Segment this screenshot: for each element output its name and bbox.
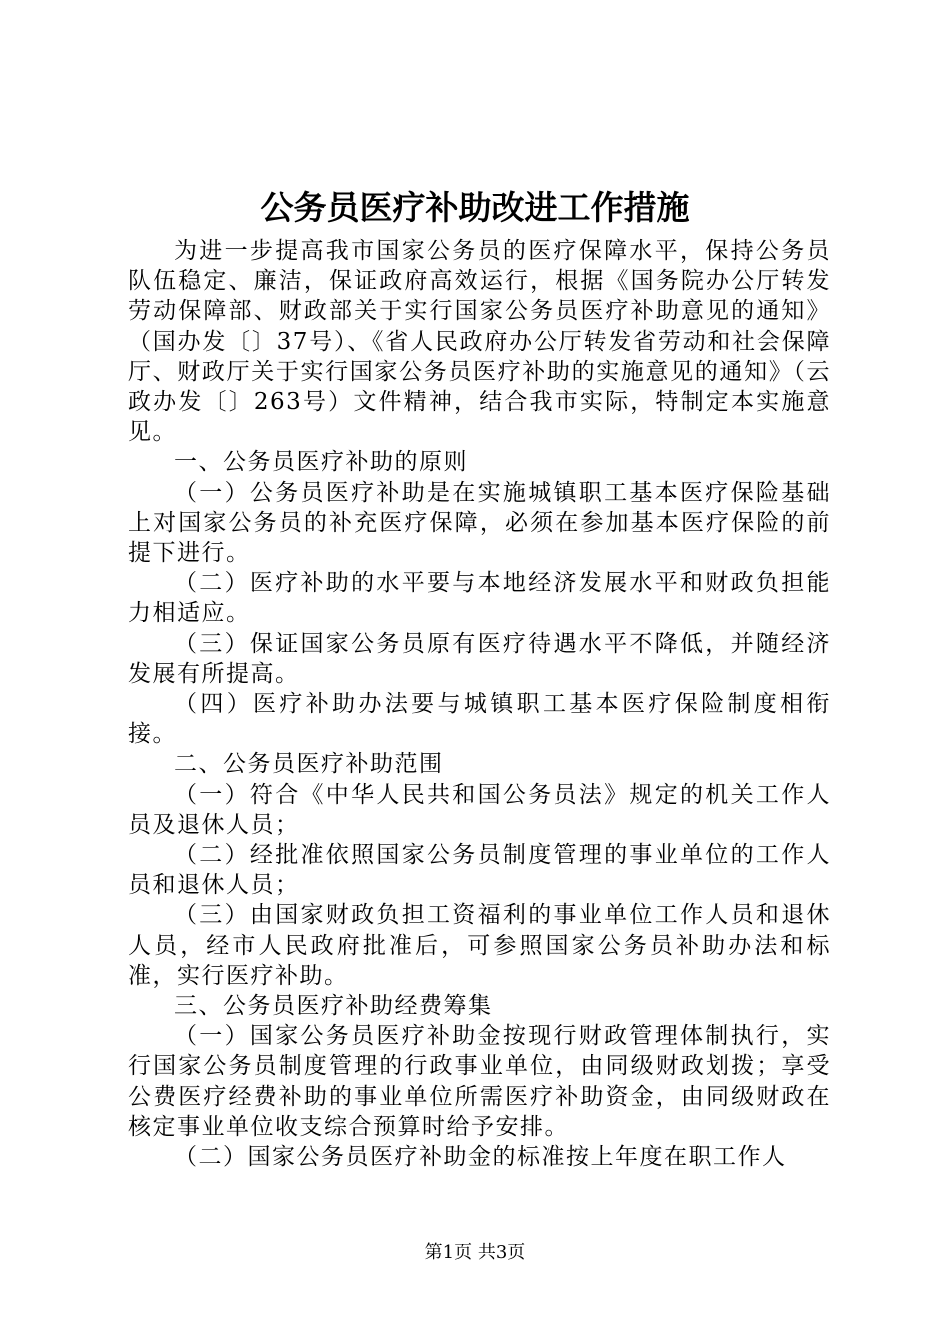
document-title: 公务员医疗补助改进工作措施 (260, 188, 690, 227)
section-heading-principles: 一、公务员医疗补助的原则 (174, 449, 468, 476)
paragraph-principle-1: （一）公务员医疗补助是在实施城镇职工基本医疗保险基础上对国家公务员的补充医疗保障，必须在参加基本医疗保险的前提下进行。 (128, 479, 831, 567)
paragraph-principle-4: （四）医疗补助办法要与城镇职工基本医疗保险制度相衔接。 (128, 691, 831, 748)
paragraph-scope-3: （三）由国家财政负担工资福利的事业单位工作人员和退休人员，经市人民政府批准后，可参照国家公务员补助办法和标准，实行医疗补助。 (128, 902, 831, 989)
paragraph-funding-1: （一）国家公务员医疗补助金按现行财政管理体制执行，实行国家公务员制度管理的行政事业单位，由同级财政划拨；享受公费医疗经费补助的事业单位所需医疗补助资金，由同级财政在核定事业单位收支综合预算时给予安排。 (128, 1023, 831, 1140)
section-heading-funding: 三、公务员医疗补助经费筹集 (174, 993, 493, 1020)
section-heading-scope: 二、公务员医疗补助范围 (174, 751, 444, 778)
paragraph-scope-1: （一）符合《中华人民共和国公务员法》规定的机关工作人员及退休人员； (128, 781, 831, 838)
paragraph-principle-3: （三）保证国家公务员原有医疗待遇水平不降低，并随经济发展有所提高。 (128, 630, 831, 687)
paragraph-principle-2: （二）医疗补助的水平要与本地经济发展水平和财政负担能力相适应。 (128, 570, 831, 627)
page-number-footer: 第1页 共3页 (424, 1242, 526, 1263)
document-body (128, 236, 831, 1172)
paragraph-funding-2: （二）国家公务员医疗补助金的标准按上年度在职工作人 (174, 1144, 787, 1171)
paragraph-scope-2: （二）经批准依照国家公务员制度管理的事业单位的工作人员和退休人员； (128, 842, 831, 899)
paragraph-intro: 为进一步提高我市国家公务员的医疗保障水平，保持公务员队伍稳定、廉洁，保证政府高效运行，根据《国务院办公厅转发劳动保障部、财政部关于实行国家公务员医疗补助意见的通知》（国办发〔〕37号）、《省人民政府办公厅转发省劳动和社会保障厅、财政厅关于实行国家公务员医疗补助的实施意见的通知》（云政办发〔〕263号）文件精神，结合我市实际，特制定本实施意见。 (128, 238, 831, 446)
